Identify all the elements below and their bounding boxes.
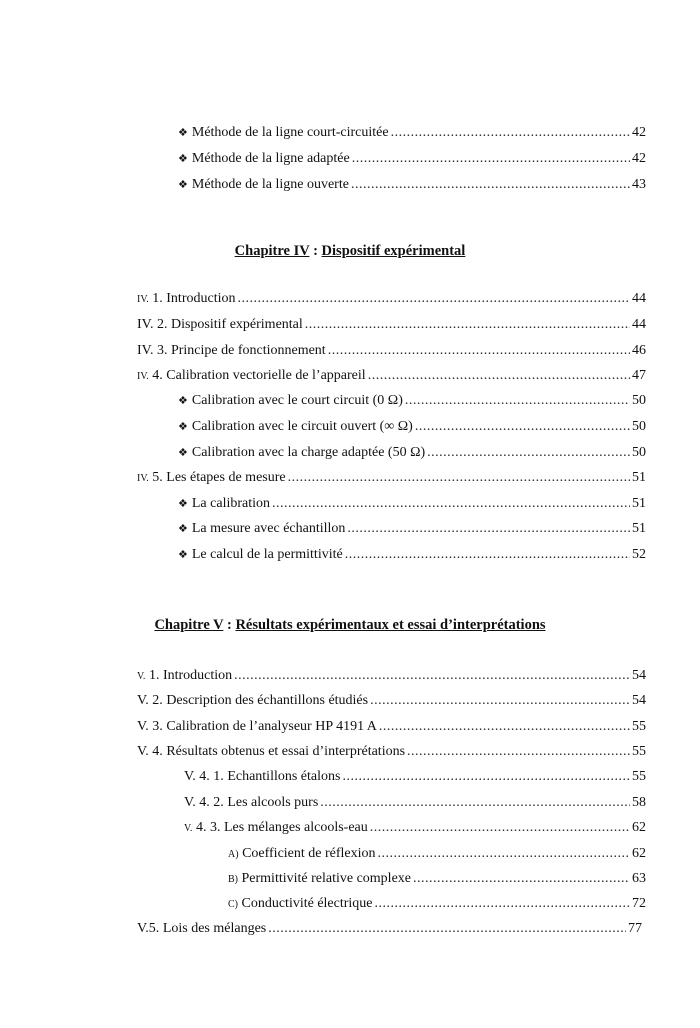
toc-entry-title: IV. 4. Calibration vectorielle de l’appareil <box>137 368 366 383</box>
section-number: IV. 2. <box>137 317 168 332</box>
toc-page-number: 44 <box>632 317 646 332</box>
diamond-bullet-icon: ❖ <box>178 498 188 510</box>
toc-entry-title: V. 1. Introduction <box>137 668 233 683</box>
toc-entry-title: C) Conductivité électrique <box>228 896 373 911</box>
dot-leader <box>368 367 630 385</box>
toc-entry[interactable] <box>178 444 646 462</box>
toc-page-number: 44 <box>632 291 646 306</box>
toc-page-number: 51 <box>632 521 646 536</box>
section-number: V.5. <box>137 921 160 936</box>
toc-page-number: 50 <box>632 445 646 460</box>
toc-page-number: 42 <box>632 151 646 166</box>
toc-entry[interactable] <box>137 367 646 386</box>
dot-leader <box>347 520 630 538</box>
toc-entry-title: V. 4. 3. Les mélanges alcools-eau <box>184 820 368 835</box>
toc-entry-title: Calibration avec le court circuit (0 Ω) <box>191 393 403 408</box>
toc-entry-title: Calibration avec le circuit ouvert (∞ Ω) <box>191 419 413 434</box>
toc-entry-title: V. 2. Description des échantillons étudiés <box>137 693 369 708</box>
toc-entry[interactable] <box>137 469 646 488</box>
diamond-bullet-icon: ❖ <box>178 447 188 459</box>
toc-entry-title: IV. 1. Introduction <box>137 291 236 306</box>
chapter-separator: : <box>223 617 236 633</box>
dot-leader <box>370 692 630 710</box>
chapter-heading <box>0 242 700 260</box>
toc-page-number: 55 <box>632 719 646 734</box>
toc-entry-title: Méthode de la ligne ouverte <box>191 177 349 192</box>
toc-entry[interactable] <box>184 768 646 786</box>
section-number: V. <box>137 671 146 682</box>
toc-entry[interactable] <box>137 290 646 309</box>
toc-page-number: 77 <box>628 921 642 936</box>
chapter-separator: : <box>309 243 322 259</box>
section-number: IV. <box>137 294 149 305</box>
toc-entry-title: La mesure avec échantillon <box>191 521 346 536</box>
section-number: C) <box>228 899 238 910</box>
toc-entry[interactable] <box>184 819 646 838</box>
dot-leader <box>272 495 630 513</box>
section-number: V. 2. <box>137 693 163 708</box>
toc-entry[interactable] <box>137 743 646 761</box>
toc-entry[interactable] <box>137 718 646 736</box>
toc-page-number: 47 <box>632 368 646 383</box>
dot-leader <box>237 290 630 308</box>
dot-leader <box>352 150 630 168</box>
toc-page-number: 51 <box>632 496 646 511</box>
toc-entry[interactable] <box>178 392 646 410</box>
chapter-heading <box>0 616 700 634</box>
section-number: IV. <box>137 473 149 484</box>
dot-leader <box>391 124 630 142</box>
toc-entry-title: Méthode de la ligne court-circuitée <box>191 125 389 140</box>
dot-leader <box>375 895 630 913</box>
toc-entry[interactable] <box>228 895 646 914</box>
toc-entry-title: V. 4. 1. Echantillons étalons <box>184 769 341 784</box>
toc-entry[interactable] <box>178 546 646 564</box>
toc-page-number: 63 <box>632 871 646 886</box>
toc-page-number: 50 <box>632 393 646 408</box>
toc-page-number: 52 <box>632 547 646 562</box>
dot-leader <box>427 444 630 462</box>
dot-leader <box>378 845 630 863</box>
toc-page-number: 62 <box>632 820 646 835</box>
chapter-label: Chapitre V <box>154 617 224 633</box>
dot-leader <box>345 546 630 564</box>
diamond-bullet-icon: ❖ <box>178 421 188 433</box>
toc-entry[interactable] <box>178 124 646 142</box>
dot-leader <box>379 718 630 736</box>
toc-page-number: 54 <box>632 693 646 708</box>
toc-page-number: 72 <box>632 896 646 911</box>
toc-entry-title: V. 4. Résultats obtenus et essai d’interprétations <box>137 744 406 759</box>
dot-leader <box>415 418 630 436</box>
dot-leader <box>351 176 630 194</box>
toc-entry-title: IV. 5. Les étapes de mesure <box>137 470 286 485</box>
toc-entry-title: La calibration <box>191 496 271 511</box>
section-number: V. <box>184 823 193 834</box>
toc-page-number: 55 <box>632 744 646 759</box>
section-number: V. 4. <box>137 744 163 759</box>
section-number: IV. 3. <box>137 343 168 358</box>
chapter-title: Résultats expérimentaux et essai d’interprétations <box>235 617 546 633</box>
toc-entry[interactable] <box>178 418 646 436</box>
diamond-bullet-icon: ❖ <box>178 153 188 165</box>
toc-entry-title: V. 3. Calibration de l’analyseur HP 4191 A <box>137 719 377 734</box>
toc-page-number: 42 <box>632 125 646 140</box>
toc-page-number: 51 <box>632 470 646 485</box>
dot-leader <box>305 316 630 334</box>
toc-entry[interactable] <box>137 342 646 360</box>
toc-entry[interactable] <box>137 316 646 334</box>
chapter-label: Chapitre IV <box>234 243 310 259</box>
toc-entry[interactable] <box>184 794 646 812</box>
toc-entry[interactable] <box>137 692 646 710</box>
toc-page-number: 43 <box>632 177 646 192</box>
section-number: V. 4. 2. <box>184 795 224 810</box>
toc-page-number: 62 <box>632 846 646 861</box>
toc-page-number: 50 <box>632 419 646 434</box>
dot-leader <box>320 794 630 812</box>
toc-entry[interactable] <box>228 870 646 889</box>
toc-entry-title: Méthode de la ligne adaptée <box>191 151 350 166</box>
toc-entry[interactable] <box>178 150 646 168</box>
dot-leader <box>413 870 630 888</box>
section-number: IV. <box>137 371 149 382</box>
toc-entry-title: Calibration avec la charge adaptée (50 Ω) <box>191 445 426 460</box>
chapter-title: Dispositif expérimental <box>321 243 466 259</box>
toc-entry[interactable] <box>178 176 646 194</box>
toc-entry[interactable] <box>178 495 646 513</box>
dot-leader <box>405 392 630 410</box>
toc-entry-title: Le calcul de la permittivité <box>191 547 343 562</box>
section-number: A) <box>228 849 239 860</box>
section-number: B) <box>228 874 238 885</box>
dot-leader <box>328 342 630 360</box>
toc-page-number: 55 <box>632 769 646 784</box>
toc-page-number: 58 <box>632 795 646 810</box>
toc-entry-title: B) Permittivité relative complexe <box>228 871 411 886</box>
diamond-bullet-icon: ❖ <box>178 127 188 139</box>
toc-entry-title: V.5. Lois des mélanges <box>137 921 267 936</box>
toc-entry-title: IV. 3. Principe de fonctionnement <box>137 343 326 358</box>
toc-entry-title: IV. 2. Dispositif expérimental <box>137 317 303 332</box>
toc-entry[interactable] <box>137 920 642 938</box>
dot-leader <box>288 469 630 487</box>
toc-page-number: 46 <box>632 343 646 358</box>
diamond-bullet-icon: ❖ <box>178 179 188 191</box>
diamond-bullet-icon: ❖ <box>178 395 188 407</box>
dot-leader <box>407 743 630 761</box>
toc-entry[interactable] <box>178 520 646 538</box>
section-number: V. 3. <box>137 719 163 734</box>
toc-entry-title: A) Coefficient de réflexion <box>228 846 376 861</box>
diamond-bullet-icon: ❖ <box>178 523 188 535</box>
toc-entry-title: V. 4. 2. Les alcools purs <box>184 795 319 810</box>
dot-leader <box>370 819 630 837</box>
section-number: V. 4. 1. <box>184 769 224 784</box>
toc-entry[interactable] <box>228 845 646 864</box>
diamond-bullet-icon: ❖ <box>178 549 188 561</box>
toc-page-number: 54 <box>632 668 646 683</box>
dot-leader <box>268 920 626 938</box>
toc-entry[interactable] <box>137 667 646 686</box>
dot-leader <box>234 667 630 685</box>
dot-leader <box>342 768 630 786</box>
